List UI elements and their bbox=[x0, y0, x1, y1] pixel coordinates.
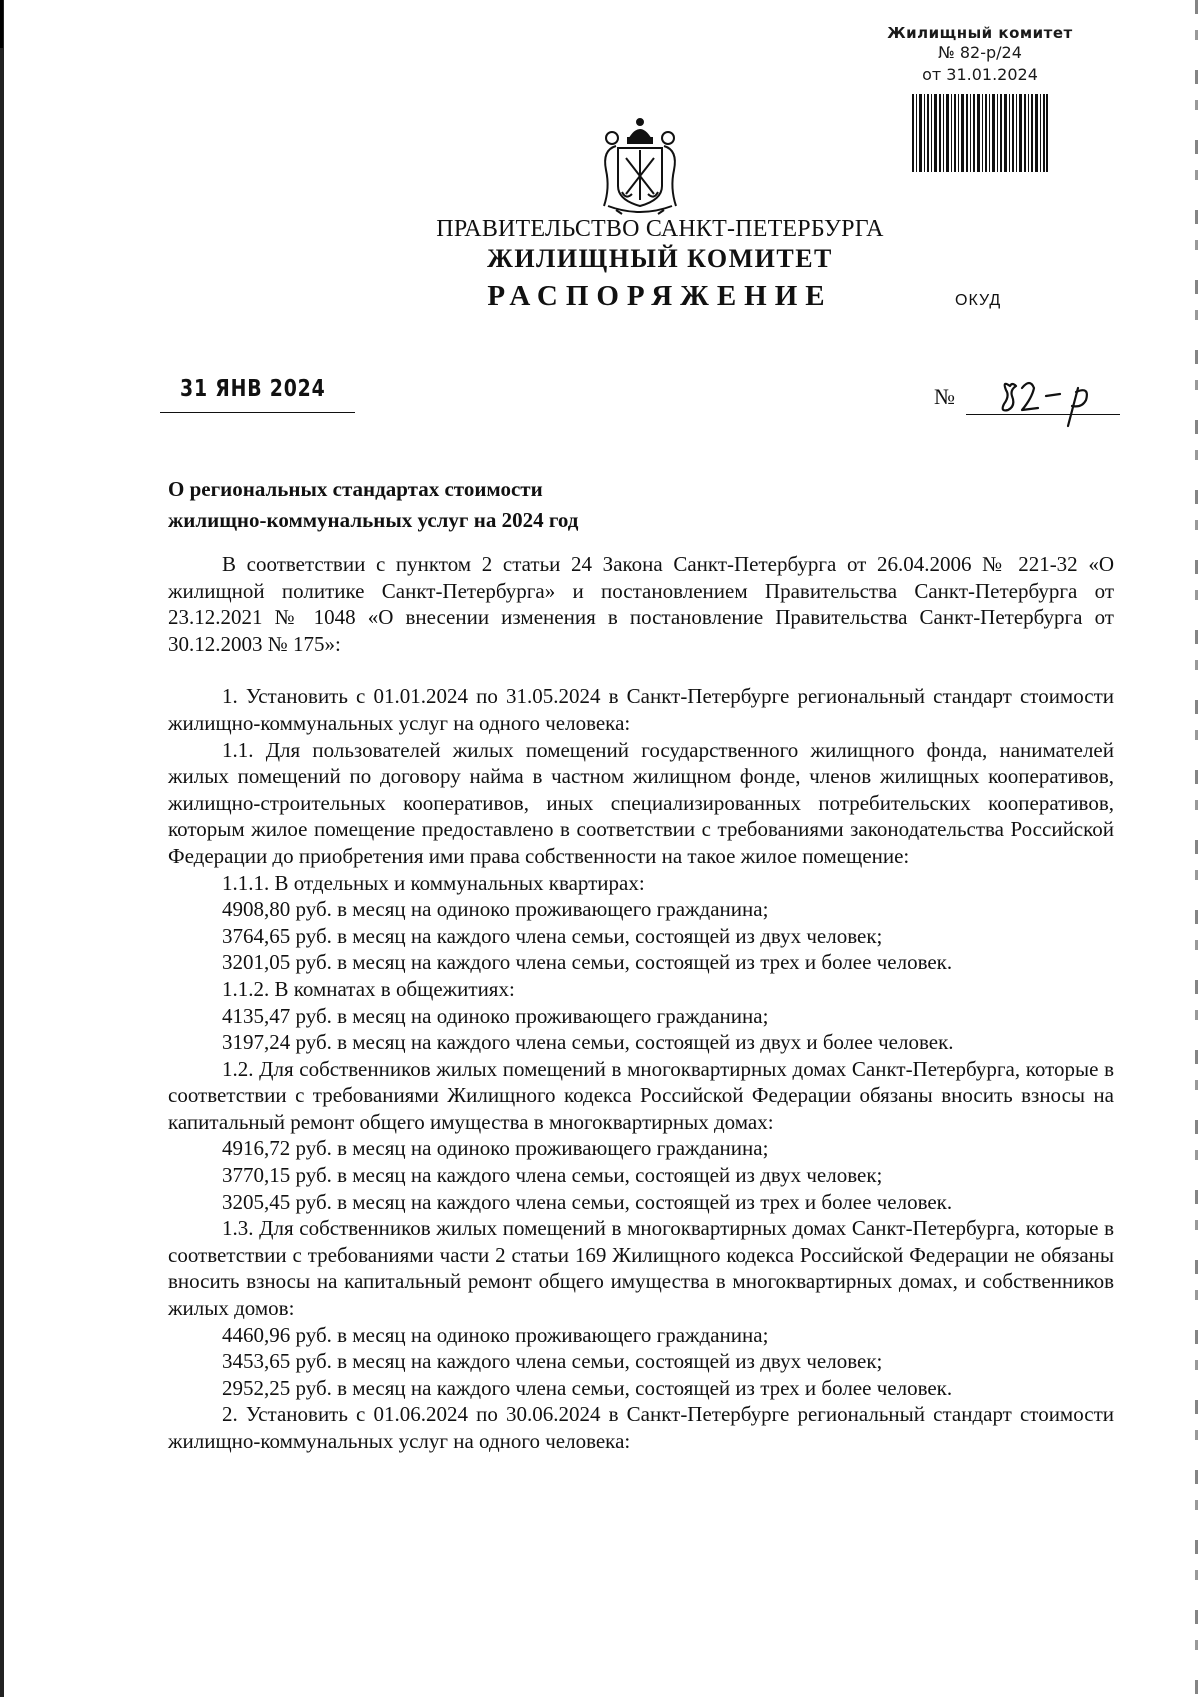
clause-1-1-1-rate-two: 3764,65 руб. в месяц на каждого члена семьи, состоящей из двух человек; bbox=[222, 923, 883, 948]
preamble-paragraph: В соответствии с пунктом 2 статьи 24 Закона Санкт-Петербурга от 26.04.2006 № 221-32 «О жилищной политике Санкт-Петербурга» и постановлением Правительства Санкт-Петербурга от 23.12.2021 № 1048 «О внесении изменения в постановление Правительства Санкт-Петербурга от 30.12.2003 № 175»: bbox=[168, 552, 1114, 656]
clause-1-3-rate-two: 3453,65 руб. в месяц на каждого члена семьи, состоящей из двух человек; bbox=[222, 1349, 883, 1374]
clause-1-2-rate-two: 3770,15 руб. в месяц на каждого члена семьи, состоящей из двух человек; bbox=[222, 1163, 883, 1188]
document-subject bbox=[168, 474, 578, 536]
stamp-number: № 82-р/24 bbox=[938, 43, 1022, 62]
clause-1-2-rate-single: 4916,72 руб. в месяц на одиноко проживающего гражданина; bbox=[222, 1136, 769, 1161]
clause-1-2: 1.2. Для собственников жилых помещений в многоквартирных домах Санкт-Петербурга, которые в соответствии с требованиями Жилищного кодекса Российской Федерации обязаны вносить взносы на капитальный ремонт общего имущества в многоквартирных домах: bbox=[168, 1056, 1114, 1134]
subject-line-2: жилищно-коммунальных услуг на 2024 год bbox=[168, 508, 579, 532]
clause-1-3: 1.3. Для собственников жилых помещений в многоквартирных домах Санкт-Петербурга, которые в соответствии с требованиями части 2 статьи 169 Жилищного кодекса Российской Федерации не обязаны вносить взносы на капитальный ремонт общего имущества в многоквартирных домах, и собственников жилых домов: bbox=[168, 1216, 1114, 1321]
handwritten-number bbox=[998, 374, 1118, 428]
document-date: 31 ЯНВ 2024 bbox=[180, 376, 326, 402]
clause-1-1-2-rate-single: 4135,47 руб. в месяц на одиноко проживающего гражданина; bbox=[222, 1003, 769, 1028]
okud-label: ОКУД bbox=[955, 292, 1002, 309]
paragraph-gap bbox=[168, 657, 1114, 683]
registration-stamp bbox=[880, 24, 1080, 176]
clause-1-1-2-rate-two: 3197,24 руб. в месяц на каждого члена семьи, состоящей из двух и более человек. bbox=[222, 1030, 954, 1055]
stamp-date: от 31.01.2024 bbox=[922, 65, 1038, 84]
scan-edge-top-left bbox=[0, 0, 3, 48]
date-underline bbox=[160, 412, 355, 413]
barcode-icon bbox=[912, 94, 1048, 172]
committee-name: ЖИЛИЩНЫЙ КОМИТЕТ bbox=[487, 244, 833, 273]
subject-line-1: О региональных стандартах стоимости bbox=[168, 477, 543, 501]
clause-1-2-rate-three: 3205,45 руб. в месяц на каждого члена семьи, состоящей из трех и более человек. bbox=[222, 1189, 953, 1214]
government-name: ПРАВИТЕЛЬСТВО САНКТ-ПЕТЕРБУРГА bbox=[436, 216, 884, 242]
clause-1-1-1-rate-single: 4908,80 руб. в месяц на одиноко проживающего гражданина; bbox=[222, 897, 769, 922]
clause-1-3-rate-single: 4460,96 руб. в месяц на одиноко проживающего гражданина; bbox=[222, 1322, 769, 1347]
clause-1-1-2: 1.1.2. В комнатах в общежитиях: bbox=[222, 976, 515, 1001]
clause-2: 2. Установить с 01.06.2024 по 30.06.2024 в Санкт-Петербурге региональный стандарт стоимости жилищно-коммунальных услуг на одного человека: bbox=[168, 1402, 1114, 1453]
document-type: РАСПОРЯЖЕНИЕ bbox=[487, 280, 833, 312]
number-label: № bbox=[934, 384, 955, 409]
clause-1-1: 1.1. Для пользователей жилых помещений государственного жилищного фонда, нанимателей жилых помещений по договору найма в частном жилищном фонде, членов жилищных кооперативов, жилищно-строительных кооперативов, иных специализированных потребительских кооперативов, которым жилое помещение предоставлено в соответствии с требованиями законодательства Российской Федерации до приобретения ими права собственности на такое жилое помещение: bbox=[168, 737, 1114, 868]
number-underline bbox=[966, 414, 1120, 415]
clause-1-1-1: 1.1.1. В отдельных и коммунальных квартирах: bbox=[222, 870, 645, 895]
clause-1: 1. Установить с 01.01.2024 по 31.05.2024 в Санкт-Петербурге региональный стандарт стоимости жилищно-коммунальных услуг на одного человека: bbox=[168, 684, 1114, 735]
clause-1-3-rate-three: 2952,25 руб. в месяц на каждого члена семьи, состоящей из трех и более человек. bbox=[222, 1375, 953, 1400]
coat-of-arms-icon bbox=[596, 116, 684, 216]
document-body bbox=[168, 551, 1114, 1455]
stamp-title: Жилищный комитет bbox=[887, 24, 1073, 42]
clause-1-1-1-rate-three: 3201,05 руб. в месяц на каждого члена семьи, состоящей из трех и более человек. bbox=[222, 950, 953, 975]
